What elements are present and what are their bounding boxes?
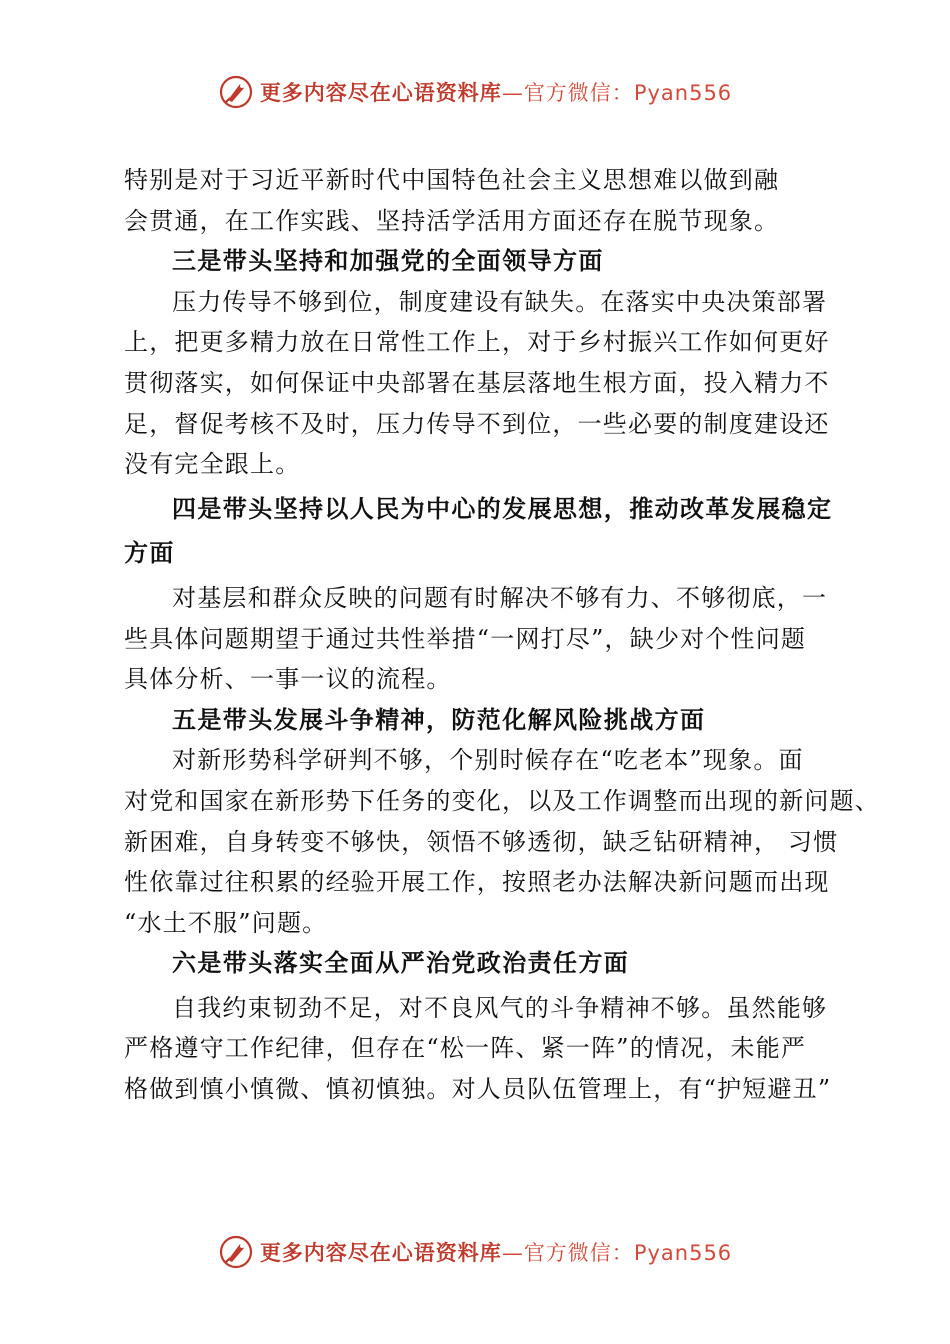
header-promo-banner [0, 68, 950, 116]
promo-channel: 官方微信： [523, 81, 634, 105]
footer-promo-text [260, 1237, 732, 1267]
paragraph-line: 贯彻落实，如何保证中央部署在基层落地生根方面，投入精力不 [124, 368, 830, 397]
promo-id: Pyan556 [633, 81, 733, 105]
paragraph-line: 对新形势科学研判不够，个别时候存在“吃老本”现象。面 [172, 746, 804, 775]
promo-dash: — [501, 1241, 524, 1265]
pen-nib-logo-icon [218, 1234, 254, 1270]
promo-main: 更多内容尽在心语资料库 [259, 1241, 502, 1265]
promo-id: Pyan556 [633, 1241, 733, 1265]
promo-main: 更多内容尽在心语资料库 [259, 81, 502, 105]
paragraph-line: 压力传导不够到位，制度建设有缺失。在落实中央决策部署 [172, 287, 828, 316]
document-body [124, 160, 880, 1110]
section-heading-4-cont: 方面 [124, 538, 175, 568]
promo-dash: — [501, 81, 524, 105]
paragraph-line: 没有完全跟上。 [124, 450, 301, 479]
paragraph-line: “水土不服”问题。 [124, 908, 328, 937]
paragraph-line: 上，把更多精力放在日常性工作上，对于乡村振兴工作如何更好 [124, 328, 830, 357]
paragraph-line: 会贯通，在工作实践、坚持活学活用方面还存在脱节现象。 [124, 206, 780, 235]
paragraph-line: 性依靠过往积累的经验开展工作，按照老办法解决新问题而出现 [124, 868, 830, 897]
paragraph-line: 新困难，自身转变不够快，领悟不够透彻，缺乏钻研精神， 习惯 [124, 827, 839, 856]
paragraph-line: 格做到慎小慎微、慎初慎独。对人员队伍管理上，有“护短避丑” [124, 1075, 832, 1104]
section-heading-6: 六是带头落实全面从严治党政治责任方面 [172, 948, 630, 978]
pen-nib-logo-icon [218, 74, 254, 110]
section-heading-4: 四是带头坚持以人民为中心的发展思想，推动改革发展稳定 [172, 493, 833, 523]
paragraph-line: 自我约束韧劲不足，对不良风气的斗争精神不够。虽然能够 [172, 993, 828, 1022]
section-heading-5: 五是带头发展斗争精神，防范化解风险挑战方面 [172, 704, 706, 734]
paragraph-line: 特别是对于习近平新时代中国特色社会主义思想难以做到融 [124, 166, 780, 194]
footer-promo-banner [0, 1228, 950, 1276]
paragraph-line: 具体分析、一事一议的流程。 [124, 665, 452, 694]
promo-channel: 官方微信： [523, 1241, 634, 1265]
paragraph-line: 足，督促考核不及时，压力传导不到位，一些必要的制度建设还 [124, 409, 830, 438]
paragraph-line: 严格遵守工作纪律，但存在“松一阵、紧一阵”的情况，未能严 [124, 1034, 807, 1063]
header-promo-text [260, 77, 732, 107]
paragraph-line: 对党和国家在新形势下任务的变化，以及工作调整而出现的新问题、 [124, 786, 880, 815]
paragraph-line: 对基层和群众反映的问题有时解决不够有力、不够彻底，一 [172, 583, 828, 612]
section-heading-3: 三是带头坚持和加强党的全面领导方面 [172, 246, 604, 276]
paragraph-line: 些具体问题期望于通过共性举措“一网打尽”，缺少对个性问题 [124, 624, 807, 653]
